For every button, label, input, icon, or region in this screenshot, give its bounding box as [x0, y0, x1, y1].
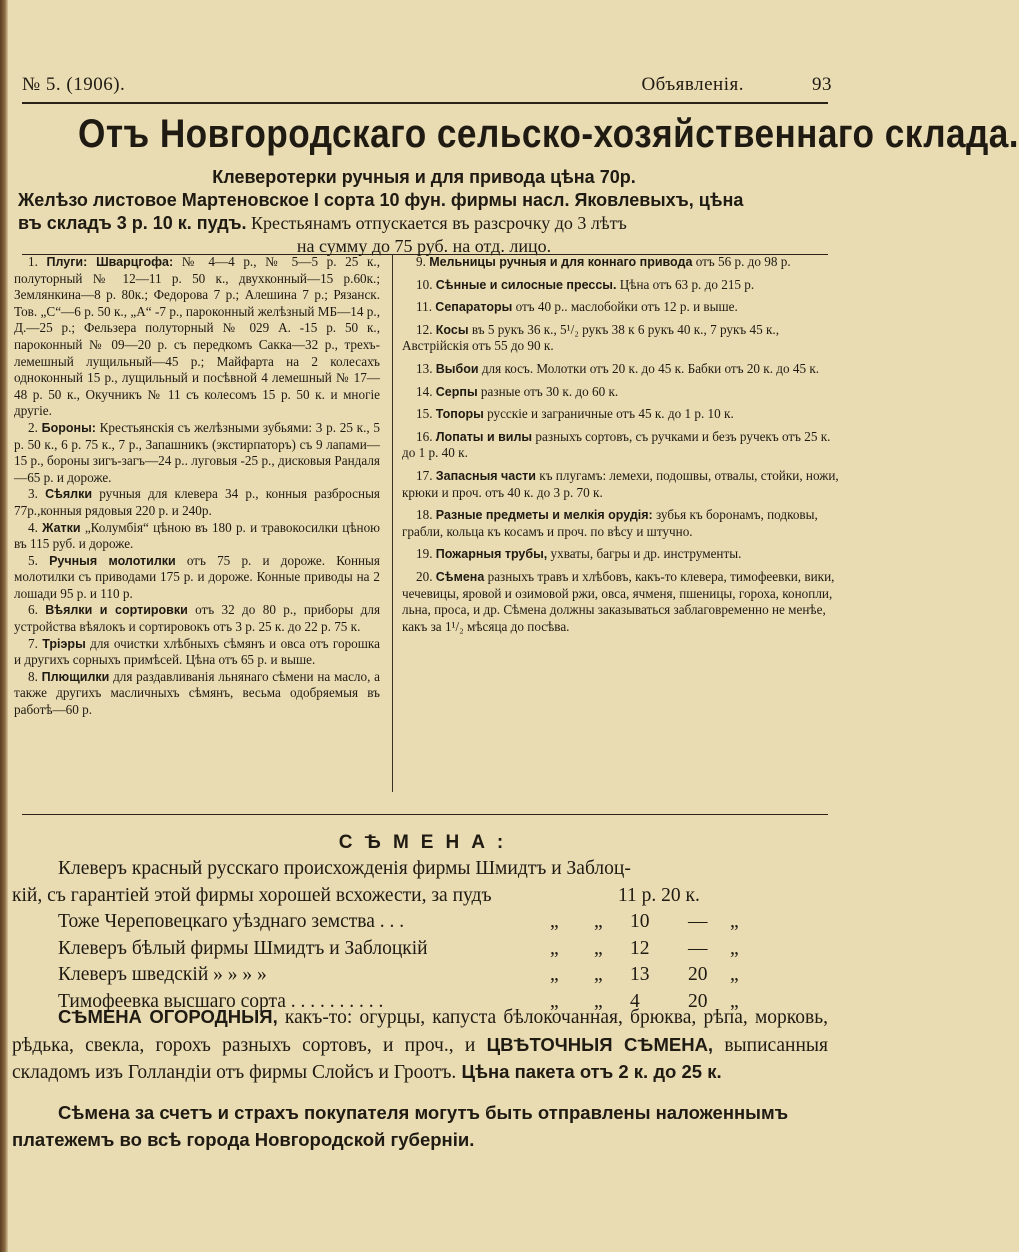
item-description: разныхъ травъ и хлѣбовъ, какъ-то клевера, тимофеевки, вики, чечевицы, яровой и озимовой ржи, овса, ячменя, пшеницы, гороха, конопли, льна, проса, и др. Сѣмена должны заказываться заблаговременно не менѣе, какъ за 1¹/₂ мѣсяца до посѣва. — [402, 568, 835, 634]
lead-line-3 — [18, 212, 830, 235]
left-column-item — [14, 553, 380, 603]
price-list-columns — [14, 254, 840, 812]
left-column-item — [14, 669, 380, 719]
left-column-item — [14, 486, 380, 519]
item-name: Сѣнные и силосные прессы. — [435, 277, 617, 292]
garden-seeds-list: какъ-то: огурцы, капуста бѣлокочанная, брюква, рѣпа, морковь, рѣдька, свекла, горохъ разныхъ сортовъ, и проч., и — [12, 1007, 828, 1056]
left-column-item — [14, 420, 380, 486]
seed-price-rub: 4 — [630, 990, 640, 1012]
seed-price-kop: 20 — [688, 990, 708, 1012]
seed-rows — [12, 909, 828, 1015]
book-binding-edge — [0, 0, 8, 1252]
item-name: Косы — [435, 322, 469, 337]
left-column-item — [14, 602, 380, 635]
item-description: № 4—4 р., № 5—5 р. 25 к., полуторный № 12—11 р. 50 к., двухконный—15 р.60к.; Землянкина—8 р. 80к.; Федорова 7 р.; Алешина 7 р.; Рязанск. Тов. „С“—6 р. 50 к., „А“ -7 р., пароконный желѣзный МБ—14 р., Д.—25 р.; Фельзера полуторный № 029 А. -15 р. 50 к., пароконный № 09—20 р. съ передкомъ Сакка—32 р., трехъ-лемешный лущильный—45 р.; Майфарта на 2 колесахъ одноконный 15 р., лущильный и посѣвной 4 лемешный № 17—48 р. 50 к., Окучникъ № 11 съ колесомъ 15 р. 50 к. и многіе другіе. — [14, 254, 380, 419]
left-column-item — [14, 636, 380, 669]
left-column — [14, 254, 380, 719]
seeds-heading: СѢМЕНА: — [338, 832, 516, 853]
left-column-item — [14, 520, 380, 553]
seed-row — [12, 909, 828, 936]
lead-line-2: Желѣзо листовое Мартеновское I сорта 10 фун. фирмы насл. Яковлевыхъ, цѣна — [18, 190, 744, 210]
right-column-item — [402, 299, 840, 316]
item-number: 13. — [416, 360, 436, 376]
item-description: отъ 56 р. до 98 р. — [692, 254, 791, 269]
right-column-item — [402, 254, 840, 271]
lead-price: въ складъ 3 р. 10 к. пудъ. — [18, 213, 247, 233]
item-number: 12. — [416, 321, 436, 337]
item-number: 18. — [416, 507, 436, 523]
garden-seeds-label: СѢМЕНА ОГОРОДНЫЯ, — [58, 1006, 278, 1027]
page-number: 93 — [812, 74, 832, 95]
lead-paragraph — [18, 166, 830, 258]
ditto-mark: „ — [594, 990, 603, 1012]
lead-line-4: на сумму до 75 руб. на отд. лицо. — [296, 236, 552, 256]
seed-price-kop: 20 — [688, 964, 708, 985]
ditto-mark: „ — [550, 911, 559, 932]
flower-seeds-origin: выписанныя складомъ изъ Голландіи отъ фирмы Слойсъ и Гроотъ. — [12, 1034, 828, 1083]
item-name: Запасныя части — [435, 468, 536, 483]
seed-red-clover-line1: Клеверъ красный русскаго происхожденія фирмы Шмидтъ и Заблоц- — [58, 858, 631, 879]
seed-price-kop: — — [688, 937, 708, 959]
item-number: 5. — [28, 552, 50, 568]
item-number: 10. — [416, 276, 436, 292]
item-name: Топоры — [435, 407, 484, 422]
ditto-mark: „ — [594, 937, 603, 959]
right-column-item — [402, 468, 840, 501]
seed-price-rub: 12 — [630, 937, 650, 959]
item-name: Мельницы ручныя и для коннаго привода — [429, 255, 693, 269]
item-name: Лопаты и вилы — [435, 429, 533, 444]
item-name: Сѣмена — [435, 569, 485, 584]
item-description: въ 5 рукъ 36 к., 5¹/₂ рукъ 38 к 6 рукъ 40 к., 7 рукъ 45 к., Австрійскія отъ 55 до 90 к. — [402, 321, 779, 354]
item-number: 15. — [416, 406, 436, 422]
ditto-mark: „ — [730, 990, 739, 1012]
item-name: Тріэры — [42, 636, 86, 651]
lead-installment: Крестьянамъ отпускается въ разсрочку до 3 лѣтъ — [246, 213, 627, 233]
seed-name: Клеверъ шведскій » » » » — [58, 964, 267, 985]
packet-price: Цѣна пакета отъ 2 к. до 25 к. — [456, 1061, 722, 1082]
right-column-item — [402, 546, 840, 563]
right-column-item — [402, 507, 840, 540]
item-name: Выбои — [435, 361, 479, 376]
item-name: Плуги: Шварцгофа: — [46, 255, 174, 269]
item-description: для очистки хлѣбныхъ сѣмянъ и овса отъ горошка и другихъ сорныхъ примѣсей. Цѣна отъ 65 р. и выше. — [14, 635, 380, 668]
right-column-item — [402, 406, 840, 423]
seed-price-kop: — — [688, 911, 708, 932]
ditto-mark: „ — [550, 990, 559, 1012]
item-name: Вѣялки и сортировки — [45, 603, 188, 618]
item-description: къ плугамъ: лемехи, подошвы, отвалы, стойки, ножи, крюки и проч. отъ 40 к. до 3 р. 70 к. — [402, 467, 839, 500]
item-description: ручныя для клевера 34 р., конныя разбросныя 77р.,конныя рядовыя 220 р. и 240р. — [14, 486, 380, 518]
item-description: отъ 40 р.. маслобойки отъ 12 р. и выше. — [512, 299, 738, 315]
seed-price-rub: 13 — [630, 964, 650, 985]
item-number: 14. — [416, 383, 436, 399]
item-description: отъ 32 до 80 р., приборы для устройства вѣялокъ и сортировокъ отъ 3 р. 25 к. до 22 р. 75 к. — [14, 602, 381, 635]
ditto-mark: „ — [594, 964, 603, 985]
right-column-item — [402, 361, 840, 378]
item-name: Серпы — [435, 384, 478, 399]
item-name: Разные предметы и мелкія орудія: — [435, 508, 653, 523]
ditto-mark: „ — [730, 964, 739, 985]
item-number: 7. — [28, 635, 43, 651]
right-column-item — [402, 429, 840, 462]
item-number: 17. — [416, 467, 436, 483]
ditto-mark: „ — [550, 964, 559, 985]
seed-row — [12, 962, 828, 989]
page-title: Отъ Новгородскаго сельско-хозяйственнаго склада. — [78, 112, 1019, 156]
seed-name: Тимофеевка высшаго сорта . . . . . . . . . . — [58, 990, 384, 1012]
item-number: 20. — [416, 568, 436, 584]
right-column-item — [402, 384, 840, 401]
item-number: 19. — [416, 546, 436, 562]
garden-seeds-paragraph — [12, 1004, 828, 1087]
item-number: 16. — [416, 428, 436, 444]
flower-seeds-label: ЦВѢТОЧНЫЯ СѢМЕНА, — [486, 1033, 714, 1055]
item-description: разные отъ 30 к. до 60 к. — [477, 383, 619, 399]
right-column-item — [402, 322, 840, 355]
ditto-mark: „ — [730, 937, 739, 959]
item-number: 6. — [28, 602, 46, 618]
lead-line-1: Клеверотерки ручныя и для привода цѣна 70р. — [212, 167, 636, 187]
item-name: Сепараторы — [435, 300, 513, 315]
item-name: Ручныя молотилки — [49, 553, 176, 568]
seed-name: Тоже Череповецкаго уѣзднаго земства . . . — [58, 911, 405, 932]
item-description: для косъ. Молотки отъ 20 к. до 45 к. Бабки отъ 20 к. до 45 к. — [478, 360, 820, 376]
item-number: 11. — [416, 299, 436, 315]
seed-red-clover-line2: кій, съ гарантіей этой фирмы хорошей всхожести, за пудъ 11 р. 20 к. — [12, 884, 700, 906]
ditto-mark: „ — [730, 911, 739, 932]
seed-price-rub: 10 — [630, 911, 650, 932]
seeds-top-rule — [22, 814, 828, 815]
right-column-item — [402, 277, 840, 294]
item-number: 1. — [28, 254, 47, 269]
issue-number: № 5. (1906). — [22, 74, 126, 95]
item-description: зубья къ боронамъ, подковы, грабли, кольца къ косамъ и проч. по вѣсу и штучно. — [402, 507, 818, 539]
item-name: Плющилки — [41, 669, 110, 684]
item-name: Жатки — [42, 520, 81, 535]
seed-name: Клеверъ бѣлый фирмы Шмидтъ и Заблоцкій — [58, 937, 428, 959]
right-column — [402, 254, 840, 641]
item-description: для раздавливанія льнянаго сѣмени на масло, а также другихъ масличныхъ сѣмянъ, весьма одобряемыя въ работѣ—60 р. — [14, 668, 380, 718]
running-header — [22, 74, 832, 96]
ditto-mark: „ — [550, 937, 559, 959]
item-description: русскіе и заграничные отъ 45 к. до 1 р. 10 к. — [483, 406, 734, 422]
item-description: Цѣна отъ 63 р. до 215 р. — [616, 276, 755, 292]
item-description: Крестьянскія съ желѣзными зубьями: 3 р. 25 к., 5 р. 50 к., 6 р. 75 к., 7 р., Запашникъ (экстирпаторъ) съ 9 лапами—15 р., бороны зигъ-загъ—24 р.. луговыя -25 р., дисковыя Рандаля—65 р. и дороже. — [14, 419, 380, 485]
item-name: Сѣялки — [45, 487, 93, 502]
item-description: отъ 75 р. и дороже. Конныя молотилки съ приводами 175 р. и дороже. Конные приводы на 2 лошади 95 р. и 110 р. — [14, 552, 380, 601]
item-description: „Колумбія“ цѣною въ 180 р. и травокосилки цѣною въ 115 руб. и дороже. — [14, 519, 381, 552]
column-divider — [392, 254, 393, 792]
item-description: ухваты, багры и др. инструменты. — [547, 546, 742, 562]
header-rule — [22, 102, 828, 104]
ditto-mark: „ — [594, 911, 603, 932]
item-number: 4. — [28, 519, 43, 535]
item-number: 8. — [28, 668, 42, 684]
item-description: разныхъ сортовъ, съ ручками и безъ ручекъ отъ 25 к. до 1 р. 40 к. — [402, 428, 831, 461]
item-number: 3. — [28, 486, 46, 502]
item-number: 2. — [28, 419, 42, 435]
seed-price-list — [12, 856, 828, 1015]
left-column-item — [14, 254, 380, 420]
item-name: Пожарныя трубы, — [435, 547, 548, 562]
shipping-note: Сѣмена за счетъ и страхъ покупателя могутъ быть отправлены наложеннымъ платежемъ во всѣ города Новгородской губерніи. — [12, 1102, 789, 1150]
item-name: Бороны: — [41, 420, 96, 435]
seed-row — [12, 936, 828, 963]
section-title: Объявленія. — [641, 74, 744, 95]
item-number: 9. — [416, 254, 430, 269]
right-column-item — [402, 569, 840, 635]
